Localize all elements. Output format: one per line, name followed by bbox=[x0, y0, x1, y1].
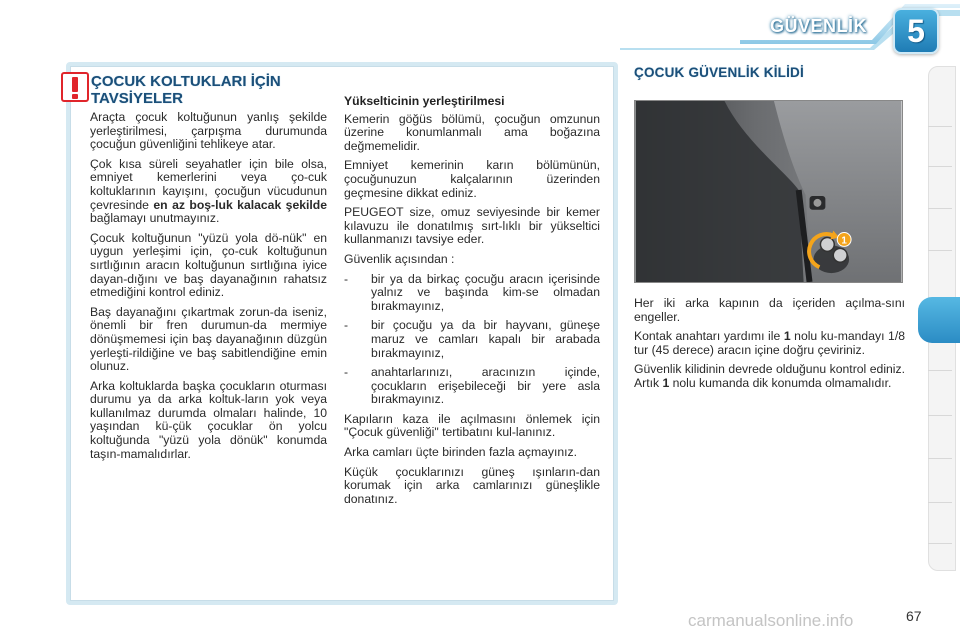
emphasis-text: 1 bbox=[662, 375, 670, 390]
warning-column-1 bbox=[90, 111, 327, 467]
list-item: - bir çocuğu ya da bir hayvanı, güneşe maruz ve camları kapalı bir arabada bırakmayınız, bbox=[344, 318, 600, 360]
chapter-tab-divider bbox=[928, 458, 952, 459]
paragraph: Kapıların kaza ile açılmasını önlemek için "Çocuk güvenliği" tertibatını kul-lanınız. bbox=[344, 411, 600, 440]
paragraph: Araçta çocuk koltuğunun yanlış şekilde yerleştirilmesi, çarpışma durumunda çocuğun güvenliğini tehlikeye atar. bbox=[90, 110, 327, 152]
warning-heading: ÇOCUK KOLTUKLARI İÇİN TAVSİYELER bbox=[91, 73, 281, 107]
paragraph: Güvenlik kilidinin devrede olduğunu kontrol ediniz. Artık 1 nolu kumanda dik konumda olmamalıdır. bbox=[634, 362, 905, 390]
paragraph: Çocuk koltuğunun "yüzü yola dö-nük" en uygun yerleşimi için, ço-cuk koltuğunun sırtlığının aracın koltuğunun sırtlığına iyice dayan-dığını ve baş dayanağının rahatsız etmediğini kontrol ediniz. bbox=[90, 230, 327, 300]
chapter-tab-divider bbox=[928, 208, 952, 209]
chapter-tab-divider bbox=[928, 415, 952, 416]
watermark: carmanualsonline.info bbox=[688, 611, 854, 630]
chapter-tab-divider bbox=[928, 126, 952, 127]
callout-label: 1 bbox=[841, 235, 847, 247]
paragraph: Kontak anahtarı yardımı ile 1 nolu ku-mandayı 1/8 tur (45 derece) aracın içine doğru çeviriniz. bbox=[634, 329, 905, 357]
section-heading: ÇOCUK GÜVENLİK KİLİDİ bbox=[634, 65, 804, 80]
paragraph: PEUGEOT size, omuz seviyesinde bir kemer kılavuzu ile donatılmış sırt-lıklı bir yükseltici kullanmanızı tavsiye eder. bbox=[344, 205, 600, 247]
paragraph: Arka camları üçte birinden fazla açmayınız. bbox=[344, 445, 578, 460]
paragraph: Küçük çocuklarınızı güneş ışınların-dan korumak için arka camlarınızı güneşlikle donatınız. bbox=[344, 464, 600, 506]
paragraph: Her iki arka kapının da içeriden açılma-sını engeller. bbox=[634, 296, 905, 324]
list-item: - bir ya da birkaç çocuğu aracın içerisinde yalnız ve başında kim-se olmadan bırakmayınız, bbox=[344, 271, 600, 313]
list-item: - anahtarlarınızı, aracınızın içinde, çocukların erişebileceği bir yere asla bırakmayınız. bbox=[344, 365, 600, 407]
right-column-text bbox=[634, 297, 905, 397]
paragraph: Arka koltuklarda başka çocukların oturması durumu ya da arka koltuk-ların yok veya kullanılmaz durumda olmaları halinde, 10 yaşından kü-çük çocuklar ön yolcu koltuğunda "yüzü yola dönük" konumda taşın-mamalıdırlar. bbox=[90, 378, 327, 461]
emphasis-text: en az boş-luk kalacak şekilde bbox=[153, 197, 328, 212]
subheading: Yükselticinin yerleştirilmesi bbox=[344, 94, 505, 108]
paragraph: Çok kısa süreli seyahatler için bile olsa, emniyet kemerlerini veya ço-cuk koltuklarının kayışını, çocuğun vücudunun çevresinde en az boş-luk kalacak şekilde bağlamayı unutmayınız. bbox=[90, 156, 328, 226]
page-number: 67 bbox=[906, 608, 922, 624]
paragraph: Baş dayanağını çıkartmak zorun-da iseniz, önemli bir fren durumun-da mermiye dönüşmemesi için baş dayanağının düzgün yerleşti-rildiğine ve baş sabitlendiğine emin olunuz. bbox=[90, 304, 327, 374]
chapter-tab-divider bbox=[928, 502, 952, 503]
paragraph: Güvenlik açısından : bbox=[344, 251, 455, 266]
chapter-number: 5 bbox=[907, 12, 925, 49]
active-chapter-tab[interactable] bbox=[918, 297, 960, 343]
paragraph: Emniyet kemerinin karın bölümünün, çocuğunuzun kalçalarının üzerinden geçmesine dikkat ediniz. bbox=[344, 158, 600, 200]
exclamation-warning-icon bbox=[56, 71, 92, 103]
door-lock-photo bbox=[634, 100, 903, 283]
chapter-tab-divider bbox=[928, 543, 952, 544]
warning-column-2 bbox=[344, 95, 600, 512]
chapter-badge bbox=[893, 8, 939, 54]
chapter-tab-divider bbox=[928, 250, 952, 251]
emphasis-text: 1 bbox=[783, 329, 791, 344]
chapter-tab-divider bbox=[928, 166, 952, 167]
chapter-title: GÜVENLİK bbox=[769, 16, 867, 36]
chapter-tab-divider bbox=[928, 370, 952, 371]
paragraph: Kemerin göğüs bölümü, çocuğun omzunun üzerine konumlanmalı ama boğazına değmemelidir. bbox=[344, 111, 600, 153]
